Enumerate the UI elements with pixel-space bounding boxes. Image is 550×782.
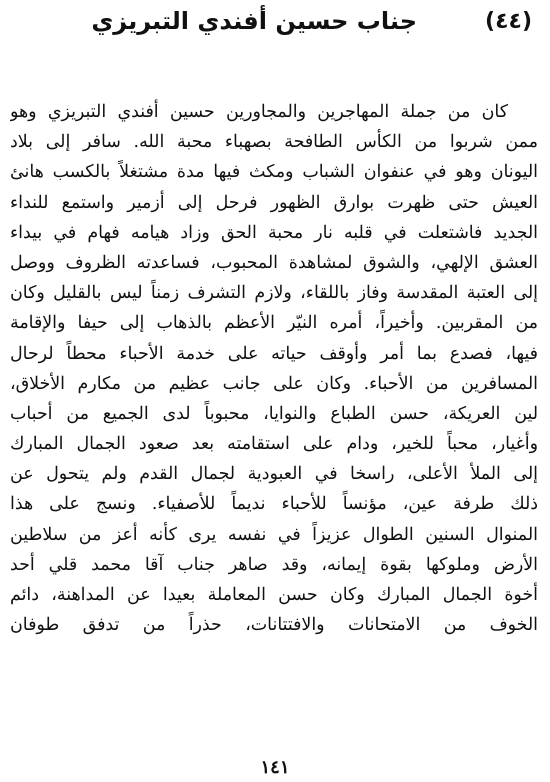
text-line: إلى العتبة المقدسة وفاز باللقاء، ولازم التشرف زمناً ليس بالقليل وكان: [10, 283, 538, 304]
text-line: العشق الإلهي، والشوق لمشاهدة المحبوب، فساعدته الظروف ووصل: [10, 252, 538, 273]
text-line: المسافرين من الأحباء. وكان على جانب عظيم من مكارم الأخلاق،: [10, 373, 538, 394]
text-line: العيش حتى ظهرت بوارق الظهور فرحل إلى أزمير واستمع للنداء: [10, 192, 538, 213]
body-text: [10, 97, 538, 640]
text-line: من المقربين. وأخيراً، أمره النيّر الأعظم بالذهاب إلى حيفا والإقامة: [10, 313, 538, 334]
text-line: ذلك طرفة عين، مؤنساً للأحباء نديماً للأصفياء. ونسج على هذا: [10, 494, 538, 515]
text-line: كان من جملة المهاجرين والمجاورين حسين أفندي التبريزي وهو: [10, 102, 508, 122]
text-line: إلى الملأ الأعلى، راسخا في العبودية لجمال القدم ولم يتحول عن: [10, 464, 538, 485]
text-line: اليونان وهو في عنفوان الشباب ومكث فيها مدة مشتغلاً بالكسب هانئ: [10, 162, 538, 183]
text-line: فيها، فصدع بما أمر وأوقف حياته على خدمة الأحباء محطاً لرحال: [10, 343, 538, 364]
text-line: ممن شربوا من الكأس الطافحة بصهباء محبة الله. سافر إلى بلاد: [10, 132, 538, 153]
text-line: الأرض وملوكها بقوة إيمانه، وقد صاهر جناب آقا محمد قلي أحد: [10, 554, 538, 575]
text-line: وأغيار، محباً للخير، ودام على استقامته بعد صعود الجمال المبارك: [10, 434, 538, 455]
text-line: المنوال السنين الطوال عزيزاً في نفسه يرى كأنه أعز من سلاطين: [10, 524, 538, 545]
text-line: أخوة الجمال المبارك وكان حسن المعاملة بعيدا عن المداهنة، دائم: [10, 585, 538, 605]
chapter-title: جناب حسين أفندي التبريزي: [91, 7, 418, 35]
text-line: لين العريكة، حسن الطباع والنوايا، محبوباً لدى الجميع من أحباب: [10, 403, 538, 424]
chapter-number: (٤٤): [485, 8, 532, 34]
page-number: ١٤١: [260, 757, 290, 778]
chapter-header: [20, 4, 532, 38]
text-line: الجديد فاشتعلت في قلبه نار محبة الحق وزاد هيامه فهام في بيداء: [10, 222, 538, 243]
text-line: الخوف من الامتحانات والافتتانات، حذراً من تدفق طوفان: [10, 615, 538, 636]
